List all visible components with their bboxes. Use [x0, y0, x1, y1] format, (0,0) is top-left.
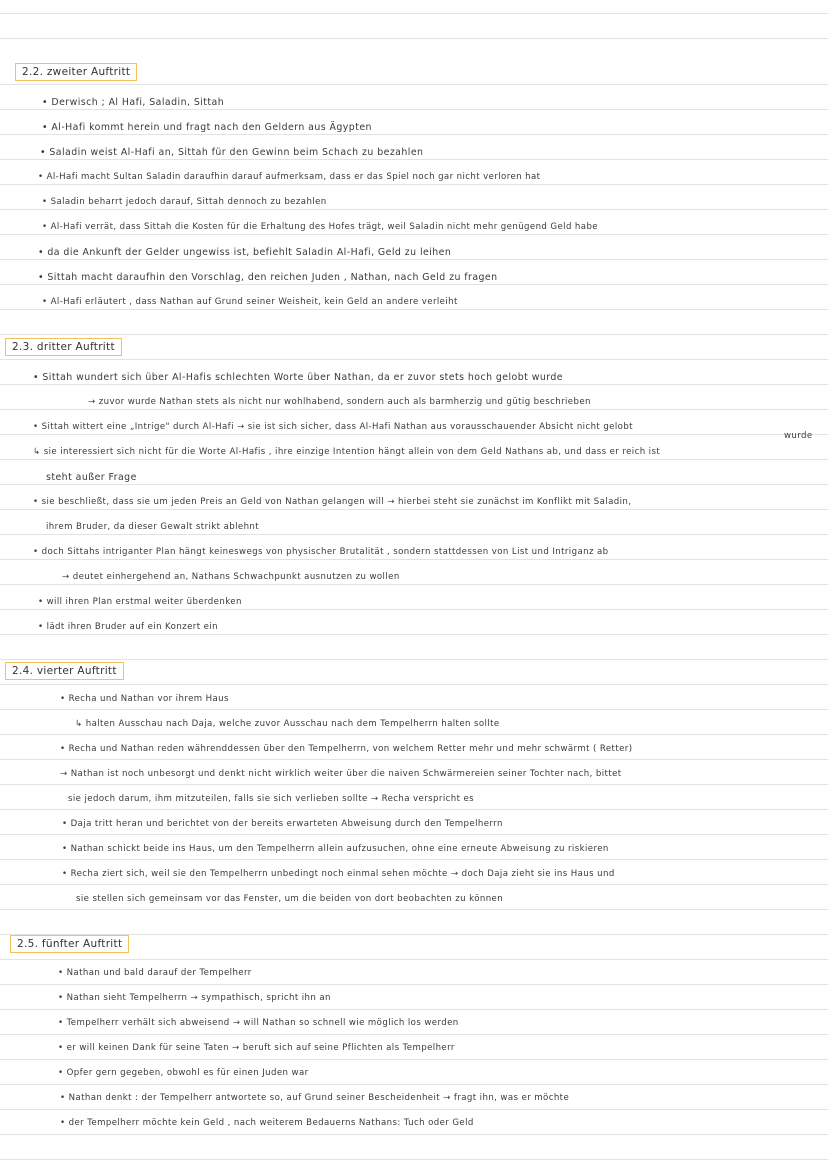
note-line: • Al-Hafi erläutert , dass Nathan auf Grund seiner Weisheit, kein Geld an andere verleiht — [42, 297, 458, 307]
note-line-continuation: wurde — [784, 431, 813, 441]
note-line: • Al-Hafi kommt herein und fragt nach den Geldern aus Ägypten — [42, 122, 372, 133]
section-heading: 2.2. zweiter Auftritt — [15, 63, 137, 81]
note-line: • Saladin beharrt jedoch darauf, Sittah dennoch zu bezahlen — [42, 197, 327, 207]
note-line: sie stellen sich gemeinsam vor das Fenster, um die beiden von dort beobachten zu können — [76, 894, 504, 904]
note-line: steht außer Frage — [46, 472, 137, 483]
note-line: • Al-Hafi verrät, dass Sittah die Kosten für die Erhaltung des Hofes trägt, weil Saladin nicht mehr genügend Geld habe — [42, 222, 598, 232]
note-line: • Al-Hafi macht Sultan Saladin daraufhin darauf aufmerksam, dass er das Spiel noch gar nicht verloren hat — [38, 172, 541, 182]
note-line: ↳ halten Ausschau nach Daja, welche zuvor Ausschau nach dem Tempelherrn halten sollte — [75, 719, 500, 729]
note-line: → deutet einhergehend an, Nathans Schwachpunkt ausnutzen zu wollen — [62, 572, 400, 582]
note-line: • er will keinen Dank für seine Taten → beruft sich auf seine Pflichten als Tempelherr — [58, 1043, 455, 1053]
note-line: • Sittah wittert eine „Intrige" durch Al-Hafi → sie ist sich sicher, dass Al-Hafi Nathan aus vorausschauender Absicht nicht gelobt — [33, 422, 633, 432]
note-line: • Tempelherr verhält sich abweisend → will Nathan so schnell wie möglich los werden — [58, 1018, 459, 1028]
note-line: • Daja tritt heran und berichtet von der bereits erwarteten Abweisung durch den Tempelherrn — [62, 819, 503, 829]
note-line: • Opfer gern gegeben, obwohl es für einen Juden war — [58, 1068, 309, 1078]
note-line: ihrem Bruder, da dieser Gewalt strikt ablehnt — [46, 522, 260, 532]
note-line: • Nathan schickt beide ins Haus, um den Tempelherrn allein aufzusuchen, ohne eine erneute Abweisung zu riskieren — [62, 844, 609, 854]
note-line: • Sittah macht daraufhin den Vorschlag, den reichen Juden , Nathan, nach Geld zu fragen — [38, 272, 498, 283]
note-line: • der Tempelherr möchte kein Geld , nach weiterem Bedauerns Nathans: Tuch oder Geld — [60, 1118, 474, 1128]
note-line: • Nathan sieht Tempelherrn → sympathisch, spricht ihn an — [58, 993, 331, 1003]
note-line: • da die Ankunft der Gelder ungewiss ist, befiehlt Saladin Al-Hafi, Geld zu leihen — [38, 247, 452, 258]
note-line: • Recha ziert sich, weil sie den Tempelherrn unbedingt noch einmal sehen möchte → doch Daja zieht sie ins Haus und — [62, 869, 615, 879]
note-line: • Derwisch ; Al Hafi, Saladin, Sittah — [42, 97, 225, 108]
note-line: sie jedoch darum, ihm mitzuteilen, falls sie sich verlieben sollte → Recha verspricht es — [68, 794, 475, 804]
note-line: • Nathan und bald darauf der Tempelherr — [58, 968, 252, 978]
note-line: • lädt ihren Bruder auf ein Konzert ein — [38, 622, 218, 632]
section-heading: 2.4. vierter Auftritt — [5, 662, 124, 680]
note-line: • sie beschließt, dass sie um jeden Preis an Geld von Nathan gelangen will → hierbei steht sie zunächst im Konflikt mit Saladin, — [33, 497, 632, 507]
note-line: • Recha und Nathan reden währenddessen über den Tempelherrn, von welchem Retter mehr und mehr schwärmt ( Retter) — [60, 744, 633, 754]
note-line: • Sittah wundert sich über Al-Hafis schlechten Worte über Nathan, da er zuvor stets hoch gelobt wurde — [33, 372, 563, 383]
note-line: • Nathan denkt : der Tempelherr antwortete so, auf Grund seiner Bescheidenheit → fragt ihn, was er möchte — [60, 1093, 570, 1103]
note-line: ↳ sie interessiert sich nicht für die Worte Al-Hafis , ihre einzige Intention hängt allein von dem Geld Nathans ab, und dass er reich ist — [33, 447, 661, 457]
section-heading: 2.5. fünfter Auftritt — [10, 935, 129, 953]
note-line: • doch Sittahs intriganter Plan hängt keineswegs von physischer Brutalität , sondern stattdessen von List und Intriganz ab — [33, 547, 609, 557]
section-heading: 2.3. dritter Auftritt — [5, 338, 122, 356]
note-line: • Recha und Nathan vor ihrem Haus — [60, 694, 229, 704]
note-line: • will ihren Plan erstmal weiter überdenken — [38, 597, 242, 607]
note-line: → zuvor wurde Nathan stets als nicht nur wohlhabend, sondern auch als barmherzig und gütig beschrieben — [88, 397, 591, 407]
note-line: → Nathan ist noch unbesorgt und denkt nicht wirklich weiter über die naiven Schwärmereien seiner Tochter nach, bittet — [60, 769, 622, 779]
note-line: • Saladin weist Al-Hafi an, Sittah für den Gewinn beim Schach zu bezahlen — [40, 147, 424, 158]
